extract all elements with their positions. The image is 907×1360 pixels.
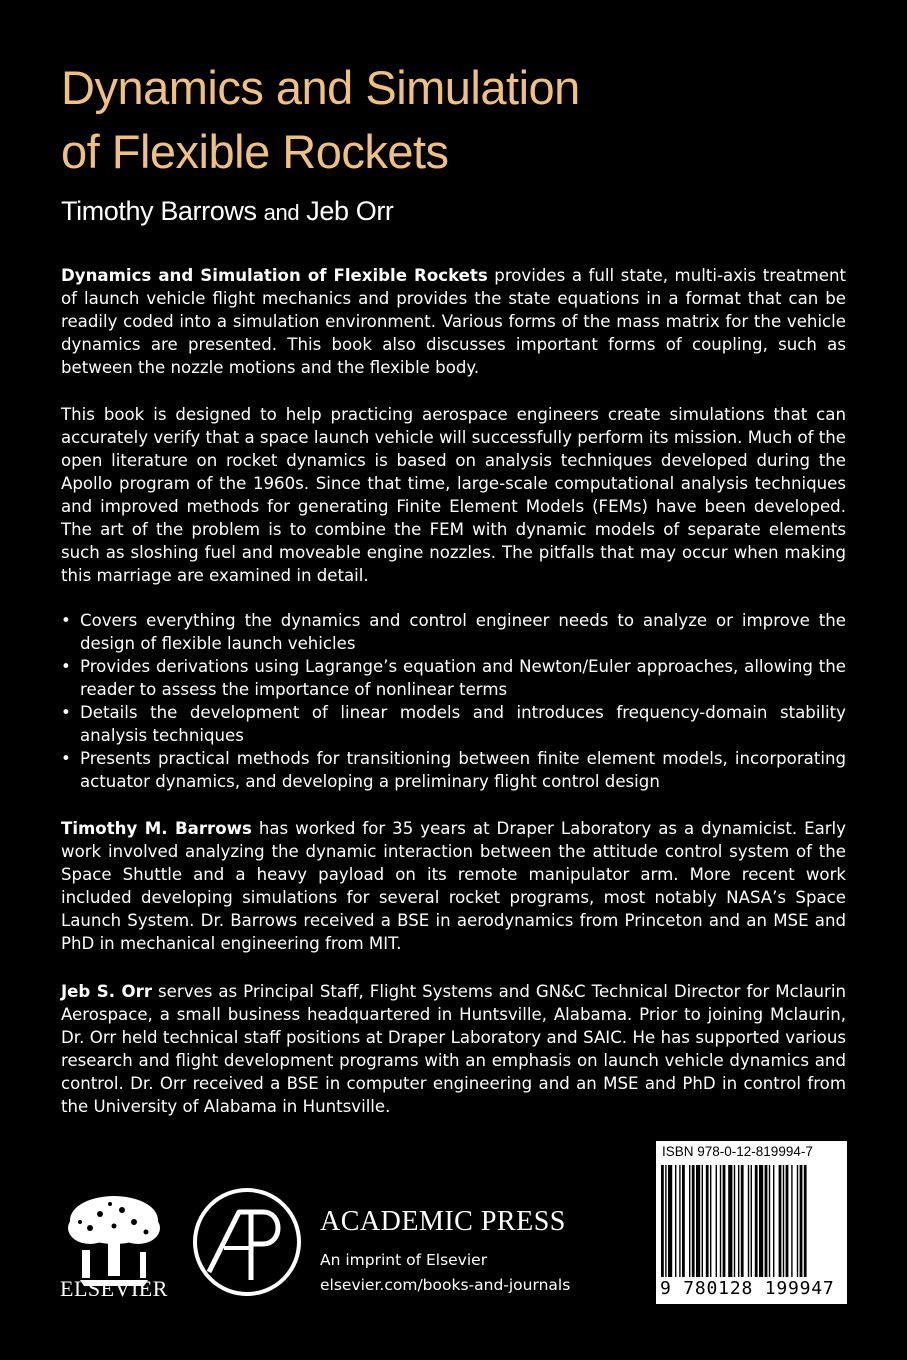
barcode-bar bbox=[765, 1165, 768, 1277]
barcode-bar bbox=[720, 1165, 721, 1277]
isbn-label: ISBN 978-0-12-819994-7 bbox=[662, 1144, 813, 1159]
book-title bbox=[61, 56, 580, 184]
barcode-bar bbox=[797, 1165, 798, 1277]
academic-press-ap-logo-icon bbox=[191, 1186, 303, 1298]
feature-item: • Covers everything the dynamics and control engineer needs to analyze or improve the design of flexible launch vehicles bbox=[61, 609, 846, 655]
barcode-bar bbox=[716, 1165, 717, 1277]
barcode-bar bbox=[738, 1165, 739, 1277]
publisher-url: elsevier.com/books-and-journals bbox=[320, 1276, 571, 1294]
barcode-bar bbox=[769, 1165, 770, 1277]
description-p1-text: provides a full state, multi-axis treatment of launch vehicle flight mechanics and provides the state equations in a format that can be readily coded into a simulation environment. Various forms of the mass matrix for the vehicle dynamics are presented. This book also discusses important forms of coupling, such as between the nozzle motions and the flexible body. bbox=[61, 266, 846, 377]
description-paragraph-1 bbox=[61, 264, 846, 379]
barcode-bar bbox=[773, 1165, 774, 1277]
barcode-bar bbox=[779, 1165, 782, 1277]
barcode-bar bbox=[728, 1165, 732, 1277]
title-line-2: of Flexible Rockets bbox=[61, 125, 449, 178]
feature-item: • Provides derivations using Lagrange’s equation and Newton/Euler approaches, allowing the reader to assess the importance of nonlinear terms bbox=[61, 655, 846, 701]
barcode-bar bbox=[783, 1165, 784, 1277]
barcode-number: 9 780128 199947 bbox=[660, 1278, 835, 1299]
barcode-bar bbox=[800, 1165, 803, 1277]
barcode-bar bbox=[791, 1165, 792, 1277]
feature-list bbox=[61, 609, 846, 793]
imprint-note: An imprint of Elsevier bbox=[320, 1251, 488, 1269]
barcode-bar bbox=[759, 1165, 763, 1277]
barcode-panel bbox=[656, 1141, 847, 1304]
barcode-bar bbox=[682, 1165, 685, 1277]
barcode-bar bbox=[668, 1165, 672, 1277]
academic-press-wordmark: ACADEMIC PRESS bbox=[320, 1206, 566, 1237]
barcode-bar bbox=[804, 1165, 807, 1277]
author-bio-orr bbox=[61, 980, 846, 1118]
barcode-bar bbox=[679, 1165, 680, 1277]
barcode-bar bbox=[741, 1165, 744, 1277]
barcode-bar bbox=[755, 1165, 758, 1277]
barcode-bar bbox=[692, 1165, 695, 1277]
elsevier-wordmark: ELSEVIER bbox=[60, 1276, 168, 1301]
authors-conjunction: and bbox=[263, 200, 300, 225]
barcode-bar bbox=[702, 1165, 703, 1277]
author-2: Jeb Orr bbox=[306, 196, 394, 226]
description-paragraph-2: This book is designed to help practicing aerospace engineers create simulations that can accurately verify that a space launch vehicle will successfully perform its mission. Much of the open literature on rocket dynamics is based on analysis techniques developed during the Apollo program of the 1960s. Since that time, large-scale computational analysis techniques and improved methods for generating Finite Element Models (FEMs) have been developed. The art of the problem is to combine the FEM with dynamic models of separate elements such as sloshing fuel and moveable engine nozzles. The pitfalls that may occur when making this marriage are examined in detail. bbox=[61, 405, 846, 585]
barcode-bar bbox=[661, 1165, 664, 1277]
description-book-title: Dynamics and Simulation of Flexible Rockets bbox=[61, 266, 488, 285]
barcode-bar bbox=[786, 1165, 789, 1277]
authors bbox=[61, 196, 394, 227]
barcode-bar bbox=[665, 1165, 666, 1277]
feature-item: • Details the development of linear models and introduces frequency-domain stability analysis techniques bbox=[61, 701, 846, 747]
bio-name-orr: Jeb S. Orr bbox=[61, 982, 153, 1001]
bio-text-orr: serves as Principal Staff, Flight Systems and GN&C Technical Director for Mclaurin Aerospace, a small business headquartered in Huntsville, Alabama. Prior to joining Mclaurin, Dr. Orr held technical staff positions at Draper Laboratory and SAIC. He has supported various research and flight development programs with an emphasis on launch vehicle dynamics and control. Dr. Orr received a BSE in computer engineering and an MSE and PhD in control from the University of Alabama in Huntsville. bbox=[61, 982, 846, 1116]
bio-text-barrows: has worked for 35 years at Draper Laboratory as a dynamicist. Early work involved analyzing the dynamic interaction between the attitude control system of the Space Shuttle and a heavy payload on its remote manipulator arm. More recent work included developing simulations for several rocket programs, most notably NASA’s Space Launch System. Dr. Barrows received a BSE in aerodynamics from Princeton and an MSE and PhD in mechanical engineering from MIT. bbox=[61, 819, 846, 953]
author-1: Timothy Barrows bbox=[61, 196, 257, 226]
title-line-1: Dynamics and Simulation bbox=[61, 61, 580, 114]
barcode-bar bbox=[710, 1165, 711, 1277]
author-bio-barrows bbox=[61, 817, 846, 955]
feature-item: • Presents practical methods for transitioning between finite element models, incorporating actuator dynamics, and developing a preliminary flight control design bbox=[61, 747, 846, 793]
barcode-bar bbox=[696, 1165, 700, 1277]
barcode-bar bbox=[706, 1165, 709, 1277]
barcode-bar bbox=[748, 1165, 749, 1277]
barcode-bar bbox=[723, 1165, 726, 1277]
barcode-bar bbox=[675, 1165, 676, 1277]
bio-name-barrows: Timothy M. Barrows bbox=[61, 819, 252, 838]
barcode-bars-icon bbox=[661, 1165, 842, 1277]
barcode-bar bbox=[751, 1165, 752, 1277]
barcode-bar bbox=[734, 1165, 735, 1277]
barcode-bar bbox=[689, 1165, 690, 1277]
